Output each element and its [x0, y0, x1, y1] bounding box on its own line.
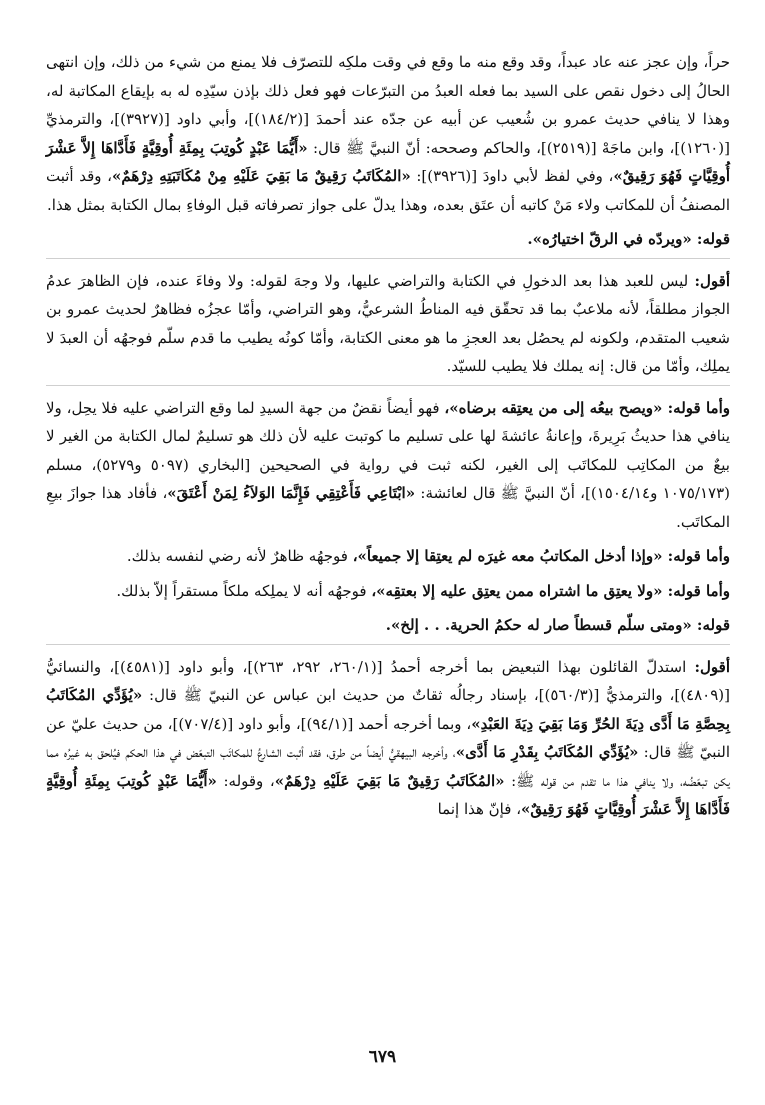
hadith-quote: «المُكَاتَبُ رَقِيقٌ مَا بَقِيَ عَلَيْهِ مِنْ مُكَاتَبَتِهِ دِرْهَمٌ» [112, 167, 411, 185]
section-heading [46, 225, 730, 259]
text-segment: حراً، وإن عجز عنه عاد عبداً، وقد وقع منه ما وقع في وقت ملكِه للتصرّف فلا يمنع من شيء من ذلك، وإن انتهى الحالُ إلى دخول نقص على السيد بما فعله العبدُ من التبرّعات فهو فعل ذلك بإذن سيّدِه له به بإيقاع المكاتبة له، وهذا لا ينافي حديث عمرو بن شُعيب عن أبيه عن جدّه عند أحمدَ [(١٨٤/٢)]، وأبي داود [(٣٩٢٧)]، والترمذيِّ [(١٢٦٠)]، وابن ماجَهْ [(٢٥١٩)]، والحاكم وصححه: أنّ النبيَّ ﷺ قال: [46, 53, 731, 157]
hadith-quote: «أَيُّمَا عَبْدٍ كُوتِبَ بِمِئَةِ أُوقِيَّةٍ فَأَدَّاهَا إِلاَّ عَشْرَ أُوقِيَّاتٍ فَهُوَ رَقِيقٌ» [46, 138, 730, 185]
lead-text: أقول: [694, 657, 730, 676]
text-segment: ، وقوله: [216, 771, 275, 790]
text-segment: ، وقد أثبت المصنفُ أن للمكاتب ولاء مَنْ كاتبه أن عتَق بعده، وهذا يدلّ على جواز تصرفاته قبل الوفاءِ بمال الكتابة بمثل هذا. [46, 167, 730, 214]
hadith-quote: «ابْتَاعِي فَأَعْتِقِي فَإِنَّمَا الوَلاَءُ لِمَنْ أَعْتَقَ» [167, 484, 416, 502]
paragraph [46, 542, 730, 571]
lead-text: وأما قوله: «ولا يعتِق ما اشتراه ممن يعتِق عليه إلا بعتقِه»، [371, 581, 730, 600]
text-segment: فوجهُه أنه لا يملِكه ملكاً مستقراً إلاّ بذلك. [116, 581, 372, 600]
lead-text: أقول: [694, 271, 730, 290]
text-segment: فوجهُه ظاهرٌ لأنه رضي لنفسه بذلك. [126, 547, 353, 565]
text-segment: استدلّ القائلون بهذا التبعيض بما أخرجه أحمدُ [(٢٦٠/١، ٢٩٢، ٢٦٣)]، وأبو داود [(٤٥٨١)]، والنسائيُّ [(٤٨٠٩)]، والترمذيُّ [(٥٦٠/٣)]، بإسناد رجالُه ثقاتٌ من حديث ابن عباس عن النبيّ ﷺ قال: [46, 657, 731, 704]
hadith-quote: «أَيُّمَا عَبْدٍ كُوتِبَ بِمِئَةِ أُوقِيَّةٍ فَأَدَّاهَا إِلاَّ عَشْرَ أُوقِيَّاتٍ فَهُوَ رَقِيقٌ» [46, 771, 730, 818]
hadith-quote: «يُؤَدِّي المُكَاتَبُ بِحِصَّةِ مَا أَدَّى دِيَةَ الحُرِّ وَمَا بَقِيَ دِيَةَ العَبْدِ» [46, 686, 730, 733]
paragraph [46, 267, 730, 386]
text-segment: ، فإنّ هذا إنما [437, 800, 522, 818]
heading-text: قوله: «ومتى سلّم قسطاً صار له حكمُ الحرية. . . إلخ». [385, 616, 730, 634]
paragraph [46, 48, 730, 219]
lead-text: وأما قوله: «وإذا أدخل المكاتبُ معه غيرَه لم يعتِقا إلا جميعاً»، [352, 547, 730, 565]
page-body [46, 48, 730, 1058]
text-segment: ، فأفاد هذا جوازَ بيعِ المكاتَب. [46, 484, 730, 531]
text-segment: ، وأخرجه البيهقيُّ أيضاً من طرق، فقد أثبت الشارعُ للمكاتَب التبعّض في هذا الحكم فيُلحق به غيرُه مما يكن تبعّضُه، ولا ينافي هذا ما تقدم من قوله ﷺ: [46, 743, 730, 790]
hadith-quote: «المُكَاتَبُ رَقِيقٌ مَا بَقِيَ عَلَيْهِ دِرْهَمٌ» [274, 771, 505, 790]
text-segment: ليس للعبد هذا بعد الدخولِ في الكتابة والتراضي عليها، ولا وجهَ لقوله: ولا وفاءَ عنده، فإن الظاهرَ عدمُ الجواز مطلقاً، لأنه ملاعبٌ بما قد تحقّق فيه المناطُ الشرعيُّ، وهو التراضي، وأمّا عجزُه فظاهرٌ لحديث عمرو بن شعيب المتقدم، ولكونه لم يحصُل بعد العجزِ ما هو معنى الكتابة، وأمّا كونُه يطيب ما قدم سلّم فوجهُه أن العبدَ لا يملِك، وأمّا من قال: إنه يملك فلا يطيب للسيّد. [46, 271, 730, 375]
page-number: ٦٧٩ [368, 1047, 397, 1067]
text-segment: ، وفي لفظ لأبي داودَ [(٣٩٢٦)]: [410, 167, 614, 185]
lead-text: وأما قوله: «ويصح بيعُه إلى من يعتِقه برضاه»، [444, 398, 731, 417]
text-segment: فهو أيضاً نقضٌ من جهة السيدِ لما وقع التراضي عليه فلا يحِل، ولا ينافي هذا حديثُ بَرِيرةَ، وإعانةُ عائشةَ لها على تسليم ما كوتبت عليه لأن ذلك هو تسليمٌ لمال الكتابة من الغير لا بيعٌ من المكاتِب للمكاتَب إلى الغير، لكنه ثبت في رواية في الصحيحين [البخاري (٥٠٩٧ و٥٢٧٩)، مسلم (١٠٧٥/١٧٣ و١٥٠٤/١٤)]، أنّ النبيَّ ﷺ قال لعائشة: [46, 398, 730, 502]
paragraph [46, 653, 730, 824]
paragraph [46, 394, 730, 537]
hadith-quote: «يُؤَدِّي المُكَاتَبُ بِقَدْرِ مَا أَدَّى» [455, 743, 639, 761]
heading-text: قوله: «ويردّه في الرقّ اختيارُه». [527, 230, 730, 248]
paragraph [46, 577, 730, 606]
section-heading [46, 611, 730, 645]
text-segment: ، وبما أخرجه أحمد [(٩٤/١)]، وأبو داود [(٧٠٧/٤)]، من حديث عليّ عن النبيّ ﷺ قال: [46, 714, 730, 761]
